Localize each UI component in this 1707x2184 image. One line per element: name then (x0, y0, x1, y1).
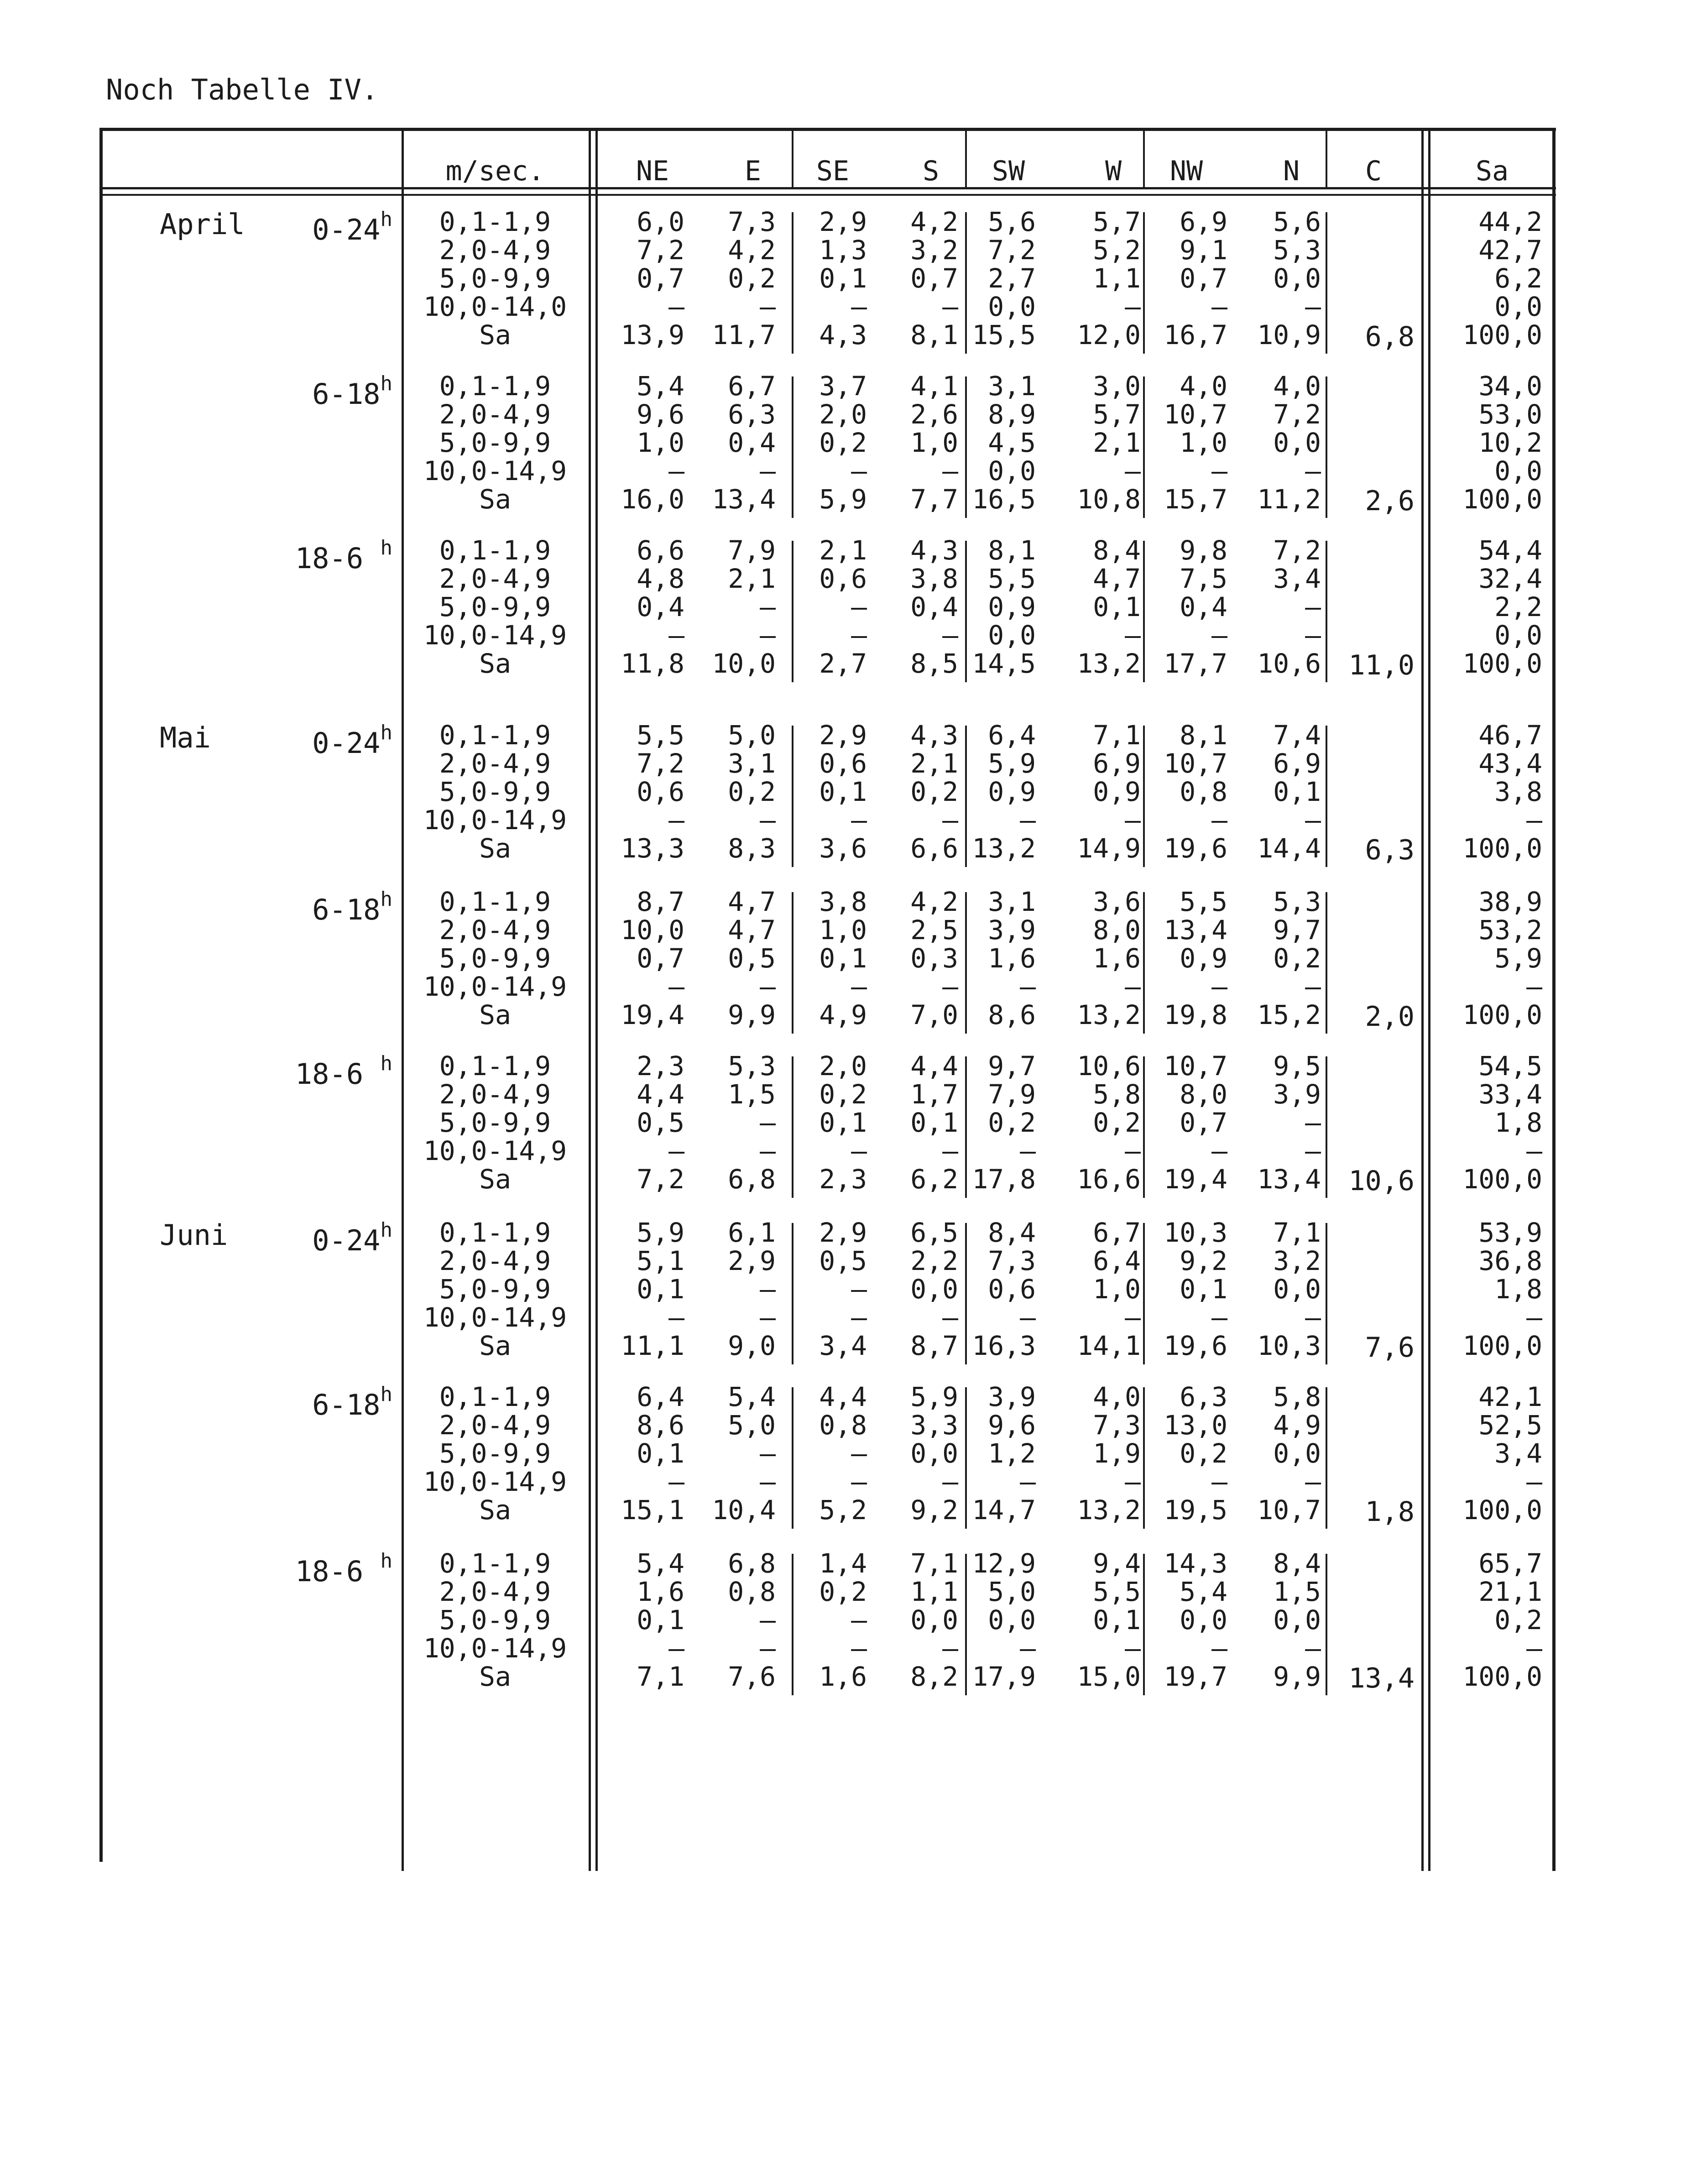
direction-cell-n: 7,1 3,2 0,0 – 10,3 (1257, 1217, 1321, 1361)
group-divider (792, 212, 793, 354)
period-label: 6-18$^h$ (312, 1383, 392, 1421)
direction-cell-n: 8,4 1,5 0,0 – 9,9 (1273, 1548, 1321, 1692)
calm-value: 10,6 (1348, 1165, 1415, 1197)
direction-cell-nw: 6,3 13,0 0,2 – 19,5 (1164, 1381, 1227, 1526)
sum-cell: 54,5 33,4 1,8 – 100,0 (1462, 1050, 1542, 1195)
calm-value: 6,8 (1365, 321, 1415, 353)
speed-classes: 0,1-1,9 2,0-4,9 5,0-9,9 10,0-14,0 Sa (423, 206, 567, 350)
direction-cell-n: 9,5 3,9 – – 13,4 (1257, 1050, 1321, 1195)
direction-cell-s: 4,1 2,6 1,0 – 7,7 (910, 371, 958, 515)
direction-cell-s: 4,4 1,7 0,1 – 6,2 (910, 1050, 958, 1195)
header-ne: NE (636, 155, 669, 187)
group-divider (792, 541, 793, 682)
period-superscript: h (380, 1052, 392, 1075)
period-label: 18-6 $^h$ (295, 1549, 392, 1588)
group-divider (965, 541, 967, 682)
direction-cell-w: 3,6 8,0 1,6 – 13,2 (1077, 886, 1141, 1030)
direction-cell-nw: 10,7 8,0 0,7 – 19,4 (1164, 1050, 1227, 1195)
speed-classes: 0,1-1,9 2,0-4,9 5,0-9,9 10,0-14,9 Sa (423, 535, 567, 679)
group-divider (1143, 892, 1145, 1034)
direction-cell-e: 4,7 4,7 0,5 – 9,9 (728, 886, 776, 1030)
speed-classes: 0,1-1,9 2,0-4,9 5,0-9,9 10,0-14,9 Sa (423, 1217, 567, 1361)
direction-cell-s: 7,1 1,1 0,0 – 8,2 (910, 1548, 958, 1692)
direction-cell-s: 5,9 3,3 0,0 – 9,2 (910, 1381, 958, 1526)
calm-value: 1,8 (1365, 1496, 1415, 1528)
direction-cell-se: 2,1 0,6 – – 2,7 (819, 535, 867, 679)
group-divider (1326, 1387, 1327, 1529)
group-divider (1143, 1554, 1145, 1695)
period-superscript: h (380, 1383, 392, 1406)
group-divider (1143, 212, 1145, 354)
direction-cell-nw: 4,0 10,7 1,0 – 15,7 (1164, 371, 1227, 515)
direction-cell-sw: 12,9 5,0 0,0 – 17,9 (972, 1548, 1036, 1692)
direction-cell-e: 7,3 4,2 0,2 – 11,7 (712, 206, 776, 350)
direction-cell-sw: 9,7 7,9 0,2 – 17,8 (972, 1050, 1036, 1195)
direction-cell-s: 4,3 3,8 0,4 – 8,5 (910, 535, 958, 679)
direction-cell-w: 6,7 6,4 1,0 – 14,1 (1077, 1217, 1141, 1361)
direction-cell-n: 5,3 9,7 0,2 – 15,2 (1257, 886, 1321, 1030)
direction-cell-w: 4,0 7,3 1,9 – 13,2 (1077, 1381, 1141, 1526)
speed-classes: 0,1-1,9 2,0-4,9 5,0-9,9 10,0-14,9 Sa (423, 720, 567, 864)
direction-cell-nw: 14,3 5,4 0,0 – 19,7 (1164, 1548, 1227, 1692)
group-divider (1326, 212, 1327, 354)
group-divider (1143, 1223, 1145, 1364)
period-superscript: h (380, 536, 392, 559)
group-divider (965, 892, 967, 1034)
sum-cell: 54,4 32,4 2,2 0,0 100,0 (1462, 535, 1542, 679)
table-top-rule (100, 128, 1556, 131)
header-s: S (922, 155, 940, 187)
period-superscript: h (380, 1218, 392, 1242)
period-superscript: h (380, 1549, 392, 1573)
calm-sum-divider-2 (1428, 128, 1430, 1871)
header-nw: NW (1169, 155, 1203, 187)
direction-cell-se: 4,4 0,8 – – 5,2 (819, 1381, 867, 1526)
direction-cell-w: 5,7 5,2 1,1 – 12,0 (1077, 206, 1141, 350)
header-sw: SW (992, 155, 1025, 187)
sum-cell: 42,1 52,5 3,4 – 100,0 (1462, 1381, 1542, 1526)
left-border (99, 128, 103, 1862)
direction-cell-ne: 6,0 7,2 0,7 – 13,9 (621, 206, 684, 350)
header-w: W (1105, 155, 1122, 187)
direction-cell-ne: 5,4 1,6 0,1 – 7,1 (637, 1548, 684, 1692)
calm-value: 13,4 (1348, 1662, 1415, 1694)
direction-cell-se: 2,0 0,2 0,1 – 2,3 (819, 1050, 867, 1195)
direction-cell-ne: 2,3 4,4 0,5 – 7,2 (637, 1050, 684, 1195)
speed-classes: 0,1-1,9 2,0-4,9 5,0-9,9 10,0-14,9 Sa (423, 1381, 567, 1526)
period-label: 0-24$^h$ (312, 208, 392, 246)
calm-value: 11,0 (1348, 649, 1415, 681)
speed-classes: 0,1-1,9 2,0-4,9 5,0-9,9 10,0-14,9 Sa (423, 371, 567, 515)
direction-cell-sw: 3,9 9,6 1,2 – 14,7 (972, 1381, 1036, 1526)
direction-cell-w: 3,0 5,7 2,1 – 10,8 (1077, 371, 1141, 515)
direction-cell-e: 6,1 2,9 – – 9,0 (728, 1217, 776, 1361)
direction-cell-s: 4,2 2,5 0,3 – 7,0 (910, 886, 958, 1030)
direction-cell-sw: 3,1 8,9 4,5 0,0 16,5 (972, 371, 1036, 515)
direction-cell-nw: 9,8 7,5 0,4 – 17,7 (1164, 535, 1227, 679)
group-divider (792, 1056, 793, 1198)
group-divider (792, 892, 793, 1034)
group-divider (792, 376, 793, 518)
group-divider (1326, 541, 1327, 682)
speed-classes: 0,1-1,9 2,0-4,9 5,0-9,9 10,0-14,9 Sa (423, 1050, 567, 1195)
group-divider (965, 1056, 967, 1198)
period-label: 0-24$^h$ (312, 721, 392, 760)
direction-cell-ne: 5,9 5,1 0,1 – 11,1 (621, 1217, 684, 1361)
direction-cell-e: 6,8 0,8 – – 7,6 (728, 1548, 776, 1692)
sum-cell: 53,9 36,8 1,8 – 100,0 (1462, 1217, 1542, 1361)
group-divider (792, 726, 793, 867)
group-divider (1143, 726, 1145, 867)
direction-cell-w: 8,4 4,7 0,1 – 13,2 (1077, 535, 1141, 679)
direction-cell-sw: 8,1 5,5 0,9 0,0 14,5 (972, 535, 1036, 679)
direction-cell-sw: 8,4 7,3 0,6 – 16,3 (972, 1217, 1036, 1361)
speed-classes: 0,1-1,9 2,0-4,9 5,0-9,9 10,0-14,9 Sa (423, 1548, 567, 1692)
direction-cell-se: 2,9 0,5 – – 3,4 (819, 1217, 867, 1361)
sum-cell: 38,9 53,2 5,9 – 100,0 (1462, 886, 1542, 1030)
direction-cell-se: 2,9 1,3 0,1 – 4,3 (819, 206, 867, 350)
group-divider (965, 1387, 967, 1529)
direction-cell-w: 7,1 6,9 0,9 – 14,9 (1077, 720, 1141, 864)
header-sum: Sa (1475, 155, 1509, 187)
direction-cell-ne: 5,5 7,2 0,6 – 13,3 (621, 720, 684, 864)
group-divider (792, 1387, 793, 1529)
direction-cell-e: 7,9 2,1 – – 10,0 (712, 535, 776, 679)
sum-cell: 46,7 43,4 3,8 – 100,0 (1462, 720, 1542, 864)
period-superscript: h (380, 721, 392, 744)
direction-cell-sw: 6,4 5,9 0,9 – 13,2 (972, 720, 1036, 864)
direction-cell-se: 3,8 1,0 0,1 – 4,9 (819, 886, 867, 1030)
direction-cell-w: 9,4 5,5 0,1 – 15,0 (1077, 1548, 1141, 1692)
direction-cell-ne: 5,4 9,6 1,0 – 16,0 (621, 371, 684, 515)
header-divider-w-nw (1143, 128, 1145, 189)
direction-cell-se: 2,9 0,6 0,1 – 3,6 (819, 720, 867, 864)
direction-cell-nw: 8,1 10,7 0,8 – 19,6 (1164, 720, 1227, 864)
header-divider-s-sw (965, 128, 967, 189)
calm-value: 6,3 (1365, 834, 1415, 866)
direction-cell-e: 5,4 5,0 – – 10,4 (712, 1381, 776, 1526)
group-divider (965, 212, 967, 354)
month-label: April (160, 208, 245, 241)
direction-cell-se: 1,4 0,2 – – 1,6 (819, 1548, 867, 1692)
header-calm: C (1365, 155, 1382, 187)
group-divider (1326, 892, 1327, 1034)
month-label: Juni (160, 1218, 228, 1252)
direction-cell-ne: 8,7 10,0 0,7 – 19,4 (621, 886, 684, 1030)
group-divider (792, 1554, 793, 1695)
header-n: N (1283, 155, 1300, 187)
period-label: 0-24$^h$ (312, 1218, 392, 1257)
header-e: E (744, 155, 762, 187)
direction-cell-n: 5,8 4,9 0,0 – 10,7 (1257, 1381, 1321, 1526)
group-divider (1143, 376, 1145, 518)
direction-cell-e: 5,3 1,5 – – 6,8 (728, 1050, 776, 1195)
sum-cell: 44,2 42,7 6,2 0,0 100,0 (1462, 206, 1542, 350)
calm-sum-divider-1 (1421, 128, 1424, 1871)
month-label: Mai (160, 721, 211, 754)
period-superscript: h (380, 888, 392, 911)
header-divider-n-c (1326, 128, 1327, 189)
group-divider (1143, 1387, 1145, 1529)
direction-cell-ne: 6,6 4,8 0,4 – 11,8 (621, 535, 684, 679)
direction-cell-n: 7,2 3,4 – – 10,6 (1257, 535, 1321, 679)
direction-cell-sw: 3,1 3,9 1,6 – 8,6 (988, 886, 1036, 1030)
direction-cell-s: 4,2 3,2 0,7 – 8,1 (910, 206, 958, 350)
label-speed-divider (402, 128, 404, 1871)
direction-cell-s: 4,3 2,1 0,2 – 6,6 (910, 720, 958, 864)
period-label: 18-6 $^h$ (295, 1052, 392, 1091)
period-superscript: h (380, 372, 392, 395)
group-divider (792, 1223, 793, 1364)
group-divider (965, 1223, 967, 1364)
calm-value: 2,6 (1365, 485, 1415, 517)
period-superscript: h (380, 208, 392, 231)
calm-value: 7,6 (1365, 1332, 1415, 1364)
speed-classes: 0,1-1,9 2,0-4,9 5,0-9,9 10,0-14,9 Sa (423, 886, 567, 1030)
group-divider (1326, 1056, 1327, 1198)
header-divider-e-se (792, 128, 793, 189)
direction-cell-n: 5,6 5,3 0,0 – 10,9 (1257, 206, 1321, 350)
calm-value: 2,0 (1365, 1001, 1415, 1033)
header-speed: m/sec. (445, 155, 545, 187)
direction-cell-nw: 5,5 13,4 0,9 – 19,8 (1164, 886, 1227, 1030)
sum-cell: 65,7 21,1 0,2 – 100,0 (1462, 1548, 1542, 1692)
group-divider (965, 726, 967, 867)
header-bottom-rule-2 (100, 194, 1556, 196)
direction-cell-n: 7,4 6,9 0,1 – 14,4 (1257, 720, 1321, 864)
direction-cell-s: 6,5 2,2 0,0 – 8,7 (910, 1217, 958, 1361)
direction-cell-sw: 5,6 7,2 2,7 0,0 15,5 (972, 206, 1036, 350)
period-label: 6-18$^h$ (312, 888, 392, 926)
group-divider (1326, 726, 1327, 867)
direction-cell-nw: 6,9 9,1 0,7 – 16,7 (1164, 206, 1227, 350)
group-divider (965, 1554, 967, 1695)
table-caption: Noch Tabelle IV. (106, 73, 379, 106)
direction-cell-n: 4,0 7,2 0,0 – 11,2 (1257, 371, 1321, 515)
right-border (1552, 128, 1556, 1871)
header-bottom-rule (100, 187, 1556, 189)
period-label: 18-6 $^h$ (295, 536, 392, 575)
group-divider (1326, 1554, 1327, 1695)
direction-cell-e: 5,0 3,1 0,2 – 8,3 (728, 720, 776, 864)
group-divider (1326, 1223, 1327, 1364)
group-divider (1143, 541, 1145, 682)
direction-cell-se: 3,7 2,0 0,2 – 5,9 (819, 371, 867, 515)
direction-cell-w: 10,6 5,8 0,2 – 16,6 (1077, 1050, 1141, 1195)
speed-data-divider-1 (589, 128, 591, 1871)
direction-cell-e: 6,7 6,3 0,4 – 13,4 (712, 371, 776, 515)
sum-cell: 34,0 53,0 10,2 0,0 100,0 (1462, 371, 1542, 515)
direction-cell-ne: 6,4 8,6 0,1 – 15,1 (621, 1381, 684, 1526)
group-divider (1143, 1056, 1145, 1198)
group-divider (965, 376, 967, 518)
group-divider (1326, 376, 1327, 518)
period-label: 6-18$^h$ (312, 372, 392, 411)
direction-cell-nw: 10,3 9,2 0,1 – 19,6 (1164, 1217, 1227, 1361)
header-se: SE (816, 155, 850, 187)
